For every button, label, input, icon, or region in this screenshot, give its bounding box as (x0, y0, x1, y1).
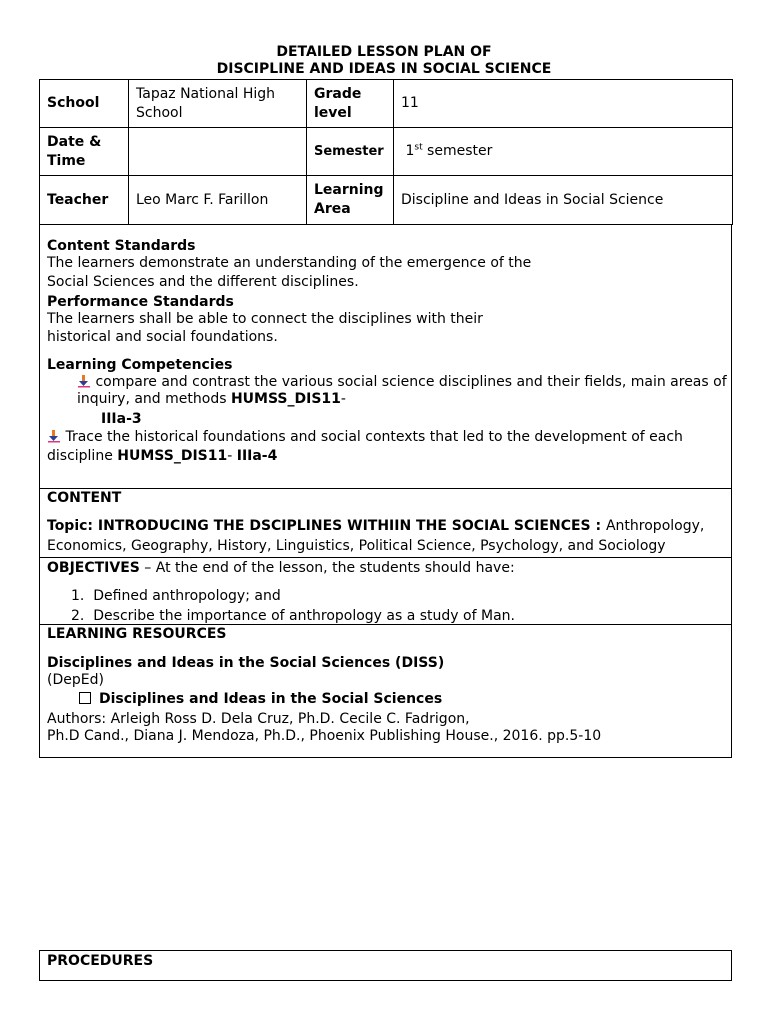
competency-1-text: compare and contrast the various social science disciplines and their fields, main areas of (91, 374, 727, 390)
learning-resources-section (39, 624, 732, 758)
learning-area-label: Learning Area (307, 176, 394, 225)
table-row (40, 128, 733, 176)
procedures-heading: PROCEDURES (47, 953, 154, 969)
competency-1-cont: inquiry, and methods (77, 391, 231, 407)
objective-item (71, 587, 281, 605)
semester-rest: semester (422, 143, 493, 159)
competency-1-dash: - (340, 391, 346, 407)
content-section (39, 488, 732, 558)
date-label: Date & Time (40, 128, 129, 176)
competency-2-cont: discipline (47, 448, 118, 464)
content-standards-line2: Social Sciences and the different disciplines. (47, 274, 359, 290)
objectives-intro (47, 559, 515, 577)
topic-line1 (47, 517, 704, 535)
topic-first-discipline: Anthropology, (605, 518, 705, 534)
competency-2-dash: - (227, 448, 237, 464)
objectives-section (39, 557, 732, 625)
competency-2-line2 (47, 447, 277, 465)
lesson-info-table (39, 79, 733, 225)
competency-2-code: HUMSS_DIS11 (117, 448, 228, 464)
learning-area-value: Discipline and Ideas in Social Science (394, 176, 733, 225)
objective-number: 2. (71, 608, 85, 624)
school-value: Tapaz National High School (129, 80, 307, 128)
performance-standards-heading: Performance Standards (47, 294, 234, 310)
semester-label: Semester (307, 128, 394, 176)
performance-standards-line1: The learners shall be able to connect the disciplines with their (47, 311, 483, 327)
content-heading: CONTENT (47, 490, 122, 506)
resource-authors-line2: Ph.D Cand., Diana J. Mendoza, Ph.D., Phoenix Publishing House., 2016. pp.5-10 (47, 728, 602, 744)
school-label: School (40, 80, 129, 128)
objective-text: Describe the importance of anthropology as a study of Man. (93, 608, 515, 624)
competency-1-line2 (77, 390, 346, 408)
doc-title-line2: DISCIPLINE AND IDEAS IN SOCIAL SCIENCE (216, 61, 552, 77)
competency-1-code: HUMSS_DIS11 (230, 391, 341, 407)
resource-authors-line1: Authors: Arleigh Ross D. Dela Cruz, Ph.D. Cecile C. Fadrigon, (47, 711, 470, 727)
objectives-heading: OBJECTIVES (47, 560, 140, 576)
empty-checkbox-icon (79, 692, 91, 704)
performance-standards-line2: historical and social foundations. (47, 329, 278, 345)
topic-line2: Economics, Geography, History, Linguistics, Political Science, Psychology, and Sociology (47, 538, 666, 554)
competency-1-code-suffix: IIIa-3 (101, 411, 142, 427)
teacher-value: Leo Marc F. Farillon (129, 176, 307, 225)
procedures-section (39, 950, 732, 981)
objective-item (71, 607, 515, 625)
doc-title-line1: DETAILED LESSON PLAN OF (276, 44, 492, 60)
competency-2-text: Trace the historical foundations and social contexts that led to the development of each (61, 429, 683, 445)
resource-book-title: Disciplines and Ideas in the Social Sciences (DISS) (47, 655, 445, 671)
learning-competencies-heading: Learning Competencies (47, 357, 233, 373)
teacher-label: Teacher (40, 176, 129, 225)
content-standards-heading: Content Standards (47, 238, 196, 254)
semester-number: 1 (405, 143, 415, 159)
grade-value: 11 (394, 80, 733, 128)
resource-publisher: (DepEd) (47, 672, 104, 688)
arrow-down-bullet-icon (47, 429, 61, 443)
resource-subtitle-text: Disciplines and Ideas in the Social Sciences (99, 691, 443, 707)
grade-label: Grade level (307, 80, 394, 128)
content-standards-line1: The learners demonstrate an understanding of the emergence of the (47, 255, 532, 271)
objective-number: 1. (71, 588, 85, 604)
competency-2-code-suffix: IIIa-4 (236, 448, 278, 464)
semester-value (394, 128, 733, 176)
objectives-intro-text: – At the end of the lesson, the students should have: (139, 560, 515, 576)
arrow-down-bullet-icon (77, 374, 91, 388)
table-row (40, 176, 733, 225)
semester-suffix: st (414, 142, 423, 153)
competency-1-line1 (77, 373, 727, 391)
resource-subtitle (79, 690, 442, 708)
date-value (129, 128, 307, 176)
standards-section (39, 224, 732, 489)
table-row (40, 80, 733, 128)
objective-text: Defined anthropology; and (93, 588, 281, 604)
learning-resources-heading: LEARNING RESOURCES (47, 626, 227, 642)
competency-2-line1 (47, 428, 683, 446)
topic-label: Topic: INTRODUCING THE DSCIPLINES WITHIIN THE SOCIAL SCIENCES : (47, 518, 606, 534)
